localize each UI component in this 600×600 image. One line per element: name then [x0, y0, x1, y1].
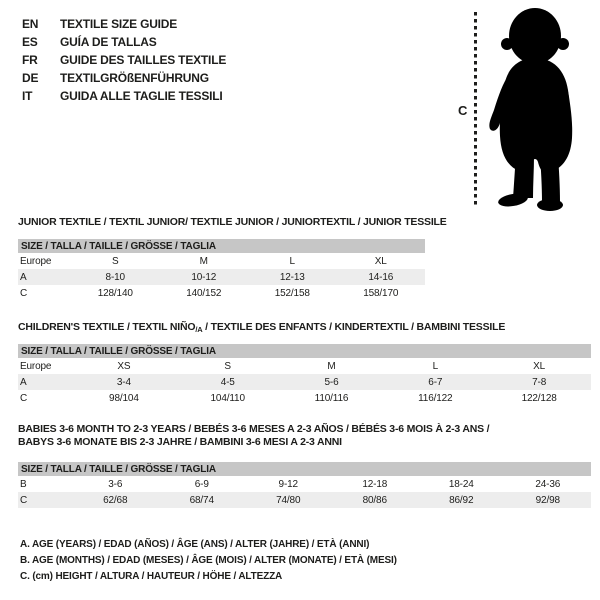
table-header-row	[18, 462, 591, 476]
table-cell: L	[432, 360, 438, 372]
children-title-part1: CHILDREN'S TEXTILE / TEXTIL NIÑO	[18, 321, 196, 333]
table-cell: 116/122	[418, 392, 453, 404]
size-header: SIZE / TALLA / TAILLE / GRÖSSE / TAGLIA	[18, 462, 591, 476]
footnote-c: C. (cm) HEIGHT / ALTURA / HAUTEUR / HÖHE / ALTEZZA	[20, 571, 283, 582]
footnote-a: A. AGE (YEARS) / EDAD (AÑOS) / ÂGE (ANS) / ALTER (JAHRE) / ETÀ (ANNI)	[20, 539, 370, 550]
table-cell: 4-5	[176, 374, 280, 390]
babies-section-title	[18, 423, 489, 449]
language-row-de	[22, 69, 226, 87]
table-cell: 9-12	[278, 478, 298, 490]
language-row-en	[22, 15, 226, 33]
table-row	[18, 285, 425, 301]
footnote-b: B. AGE (MONTHS) / EDAD (MESES) / ÂGE (MOIS) / ALTER (MONATE) / ETÀ (MESI)	[20, 555, 397, 566]
table-cell: S	[224, 360, 231, 372]
language-row-it	[22, 87, 226, 105]
table-cell: 122/128	[521, 392, 557, 404]
table-cell: 3-4	[72, 374, 176, 390]
babies-title-line2: BABYS 3-6 MONATE BIS 2-3 JAHRE / BAMBINI 3-6 MESI A 2-3 ANNI	[18, 436, 342, 448]
table-header-row	[18, 344, 591, 358]
table-cell: 14-16	[337, 269, 426, 285]
language-code: DE	[22, 71, 39, 85]
row-label: A	[18, 374, 72, 390]
table-cell: 8-10	[71, 269, 160, 285]
table-cell: 7-8	[487, 374, 591, 390]
table-cell: 86/92	[418, 492, 505, 508]
table-cell: 80/86	[332, 492, 419, 508]
language-code: EN	[22, 17, 39, 31]
language-code: FR	[22, 53, 38, 67]
table-cell: 6-9	[194, 478, 209, 490]
table-cell: 74/80	[245, 492, 332, 508]
table-cell: 3-6	[108, 478, 123, 490]
table-cell: 92/98	[505, 492, 592, 508]
language-title: GUIDE DES TAILLES TEXTILE	[60, 53, 227, 67]
children-section-title	[18, 321, 505, 336]
table-cell: 18-24	[448, 478, 474, 490]
table-cell: 12-13	[248, 269, 337, 285]
table-row	[18, 374, 591, 390]
row-label: A	[18, 269, 71, 285]
row-label: Europe	[20, 360, 52, 372]
language-title: GUÍA DE TALLAS	[60, 35, 157, 49]
row-label: C	[20, 392, 28, 404]
children-title-part2: / TEXTILE DES ENFANTS / KINDERTEXTIL / BAMBINI TESSILE	[202, 321, 506, 333]
table-header-row	[18, 239, 425, 253]
row-label: Europe	[20, 255, 52, 267]
table-cell: 104/110	[210, 392, 245, 404]
table-row	[18, 476, 591, 492]
baby-silhouette-icon	[479, 6, 596, 212]
table-cell: 68/74	[159, 492, 246, 508]
table-cell: 12-18	[362, 478, 388, 490]
language-header	[22, 15, 226, 105]
table-row	[18, 358, 591, 374]
children-size-table	[18, 344, 591, 406]
row-label: C	[20, 287, 28, 299]
language-title: TEXTILGRÖßENFÜHRUNG	[60, 71, 209, 85]
table-cell: M	[199, 255, 208, 267]
table-row	[18, 390, 591, 406]
table-cell: 6-7	[383, 374, 487, 390]
table-cell: XL	[533, 360, 546, 372]
language-code: IT	[22, 89, 33, 103]
table-cell: 10-12	[160, 269, 249, 285]
babies-size-table	[18, 462, 591, 508]
height-label: C	[458, 103, 468, 118]
table-cell: 110/116	[314, 392, 349, 404]
table-row	[18, 269, 425, 285]
table-cell: XS	[117, 360, 131, 372]
table-cell: XL	[374, 255, 387, 267]
size-header: SIZE / TALLA / TAILLE / GRÖSSE / TAGLIA	[18, 239, 425, 253]
babies-title-line1: BABIES 3-6 MONTH TO 2-3 YEARS / BEBÉS 3-6 MESES A 2-3 AÑOS / BÉBÉS 3-6 MOIS À 2-3 ANS /	[18, 423, 490, 435]
table-row	[18, 253, 425, 269]
children-title-sub: /A	[195, 325, 203, 334]
footnotes	[20, 537, 397, 585]
table-cell: M	[327, 360, 336, 372]
table-cell: 98/104	[109, 392, 139, 404]
language-title: GUIDA ALLE TAGLIE TESSILI	[60, 89, 223, 103]
language-row-fr	[22, 51, 226, 69]
table-cell: 140/152	[186, 287, 222, 299]
table-cell: 158/170	[363, 287, 399, 299]
table-cell: L	[289, 255, 295, 267]
junior-section-title: JUNIOR TEXTILE / TEXTIL JUNIOR/ TEXTILE JUNIOR / JUNIORTEXTIL / JUNIOR TESSILE	[18, 216, 447, 228]
row-label: B	[20, 478, 27, 490]
table-cell: 152/158	[274, 287, 310, 299]
language-row-es	[22, 33, 226, 51]
row-label: C	[18, 492, 72, 508]
table-cell: S	[111, 255, 119, 267]
table-row	[18, 492, 591, 508]
language-code: ES	[22, 35, 38, 49]
table-cell: 128/140	[97, 287, 133, 299]
language-title: TEXTILE SIZE GUIDE	[60, 17, 178, 31]
size-header: SIZE / TALLA / TAILLE / GRÖSSE / TAGLIA	[18, 344, 591, 358]
table-cell: 24-36	[535, 478, 561, 490]
height-dotted-line	[474, 12, 477, 208]
junior-size-table	[18, 239, 425, 301]
table-cell: 62/68	[72, 492, 159, 508]
table-cell: 5-6	[280, 374, 384, 390]
